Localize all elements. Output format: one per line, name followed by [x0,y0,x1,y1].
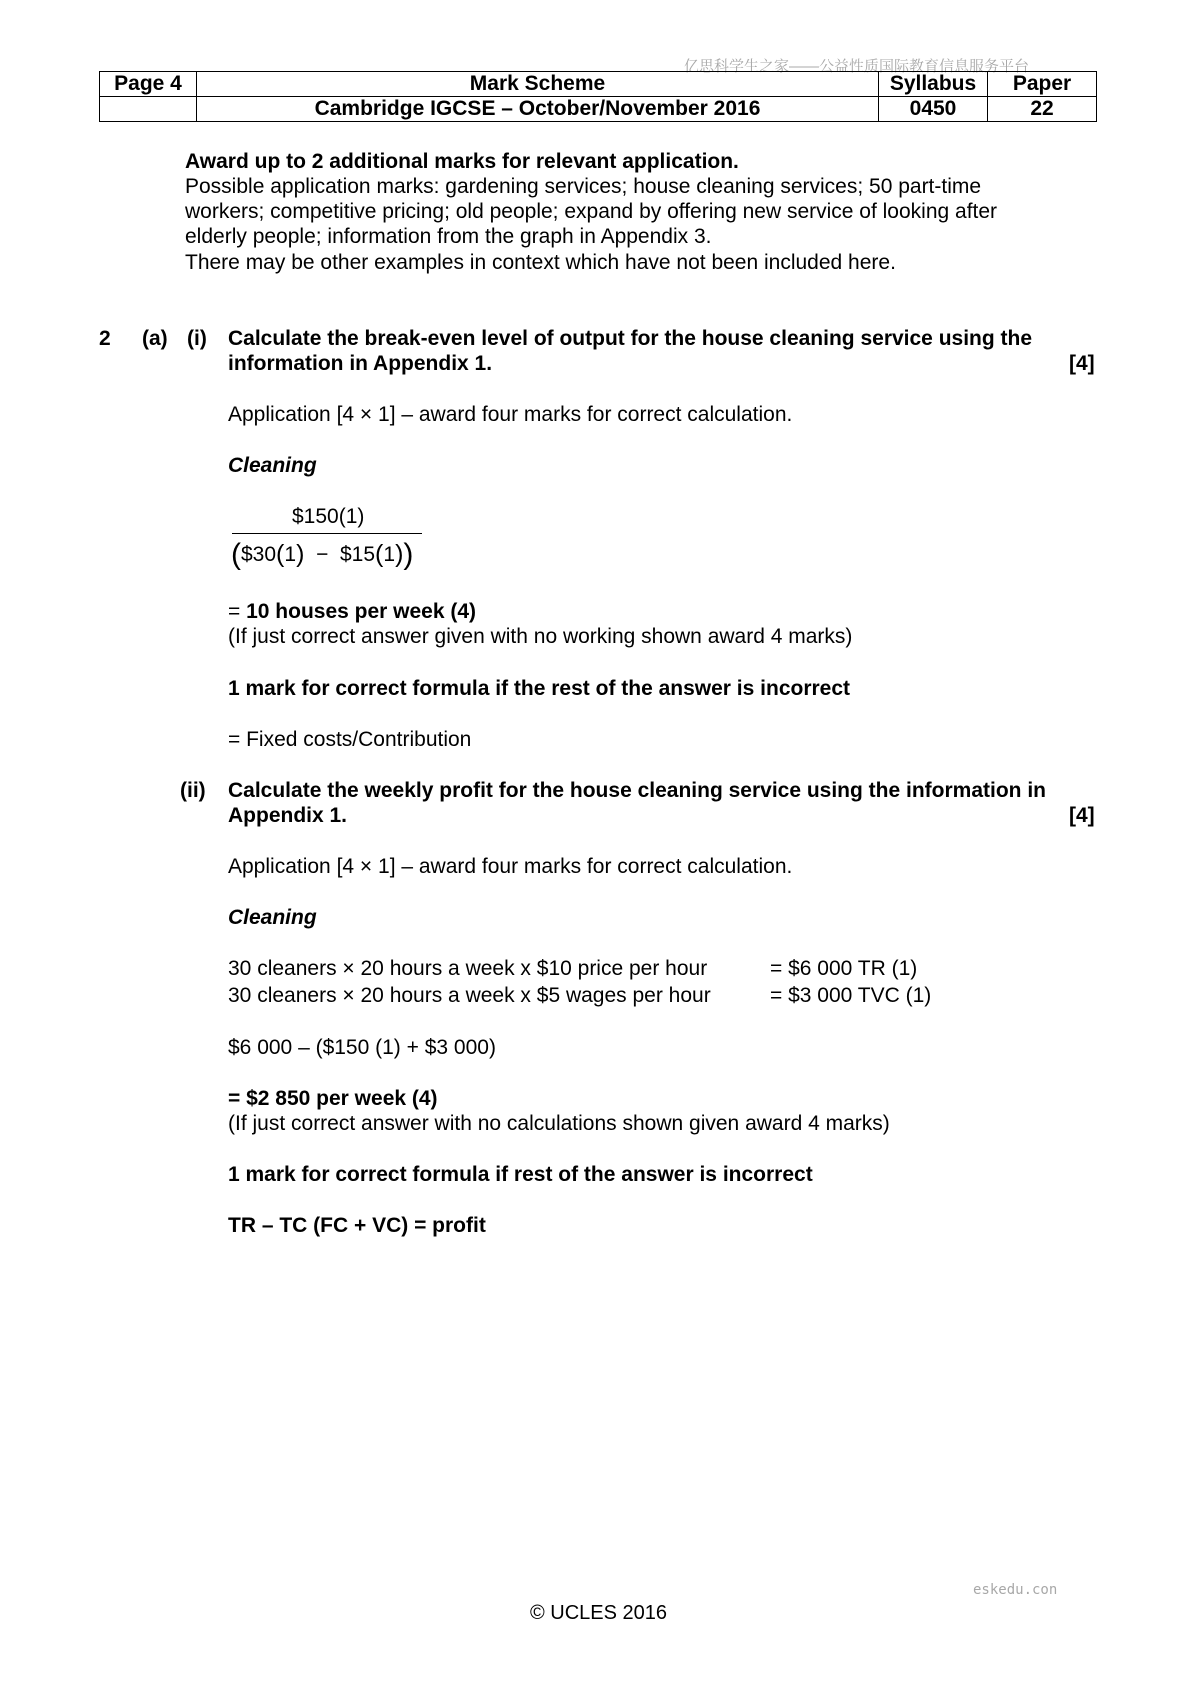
syllabus-label: Syllabus [879,72,988,97]
formula-mark-text: 1 mark for correct formula if the rest of the answer is incorrect [228,677,851,700]
award-heading: Award up to 2 additional marks for relevant application. [185,150,739,173]
calc-result: = $3 000 TVC (1) [770,984,932,1007]
formula-mark-text: 1 mark for correct formula if rest of the answer is incorrect [228,1163,813,1186]
formula-text: TR – TC (FC + VC) = profit [228,1214,486,1237]
question-number: 2 [99,327,111,350]
question-text: information in Appendix 1. [228,352,493,375]
note-text: (If just correct answer given with no working shown award 4 marks) [228,625,853,648]
paper-number: 22 [988,97,1097,122]
syllabus-code: 0450 [879,97,988,122]
intro-line: workers; competitive pricing; old people; expand by offering new service of looking after [185,200,998,223]
question-part: (a) [142,327,168,350]
intro-line: There may be other examples in context which have not been included here. [185,251,896,274]
result-line: = 10 houses per week (4) [228,600,477,623]
calc-line: $6 000 – ($150 (1) + $3 000) [228,1036,496,1059]
question-marks: [4] [1069,352,1095,375]
formula-text: = Fixed costs/Contribution [228,728,472,751]
watermark-top: 亿思科学生之家——公益性质国际教育信息服务平台 [684,58,1030,75]
note-text: (If just correct answer with no calculations shown given award 4 marks) [228,1112,890,1135]
fraction-numerator: $150(1) [292,505,365,528]
question-text: Calculate the weekly profit for the house cleaning service using the information in [228,779,1046,802]
application-text: Application [4 × 1] – award four marks for correct calculation. [228,855,793,878]
footer-copyright: © UCLES 2016 [530,1602,668,1624]
calc-line: 30 cleaners × 20 hours a week x $10 price per hour [228,957,708,980]
intro-line: elderly people; information from the graph in Appendix 3. [185,225,712,248]
section-heading: Cleaning [228,906,317,929]
application-text: Application [4 × 1] – award four marks for correct calculation. [228,403,793,426]
question-text: Calculate the break-even level of output for the house cleaning service using the [228,327,1033,350]
document-title: Mark Scheme [197,72,879,97]
empty-cell [100,97,197,122]
calc-result: = $6 000 TR (1) [770,957,918,980]
fraction-denominator: ($30(1) − $15(1)) [231,538,414,571]
fraction-bar [232,533,422,534]
question-subpart: (ii) [180,779,206,802]
calc-line: 30 cleaners × 20 hours a week x $5 wages per hour [228,984,711,1007]
header-table [99,71,1097,122]
exam-title: Cambridge IGCSE – October/November 2016 [197,97,879,122]
page-number: Page 4 [100,72,197,97]
result-line: = $2 850 per week (4) [228,1087,438,1110]
watermark-bottom: eskedu.con [973,1582,1058,1598]
intro-line: Possible application marks: gardening services; house cleaning services; 50 part-time [185,175,982,198]
question-marks: [4] [1069,804,1095,827]
section-heading: Cleaning [228,454,317,477]
question-subpart: (i) [187,327,207,350]
question-text: Appendix 1. [228,804,348,827]
paper-label: Paper [988,72,1097,97]
